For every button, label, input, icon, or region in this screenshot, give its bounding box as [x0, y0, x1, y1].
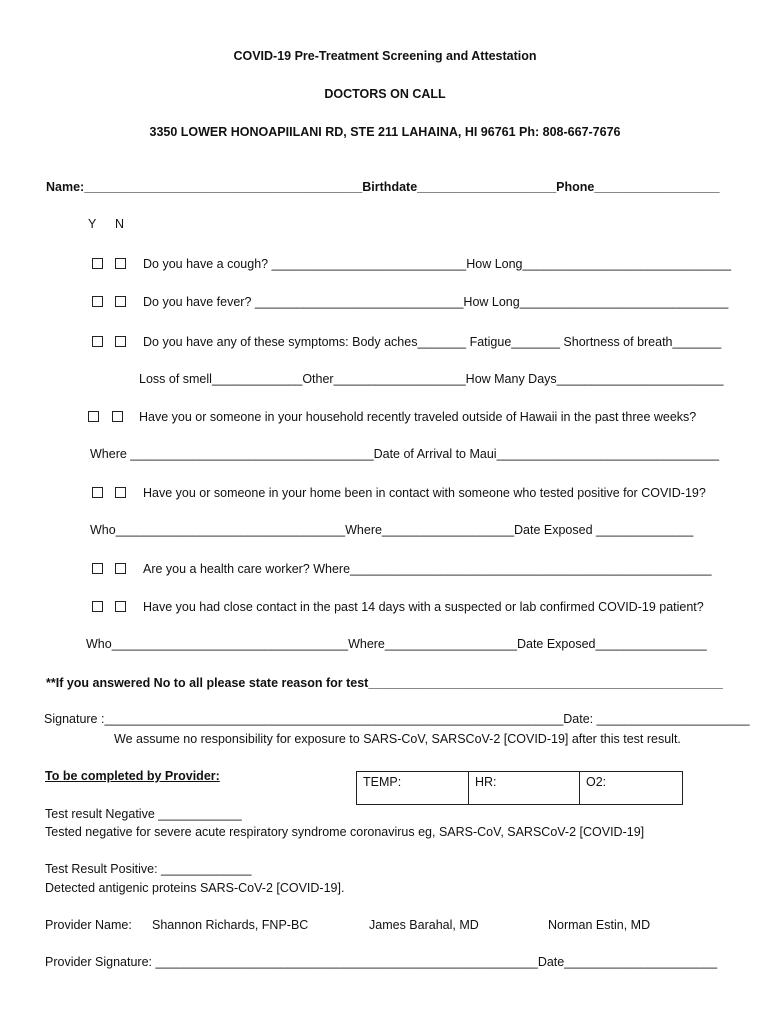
travel-where-line[interactable]: Where ___________________________________Date of Arrival to Maui________________________________: [90, 447, 720, 461]
reason-for-test-line[interactable]: **If you answered No to all please state reason for test___________________________________________________: [46, 676, 723, 690]
close-contact-yes-checkbox[interactable]: [92, 601, 103, 612]
fever-yes-checkbox[interactable]: [92, 296, 103, 307]
close-contact-who-line[interactable]: Who__________________________________Where___________________Date Exposed________________: [86, 637, 707, 651]
positive-result-description: Detected antigenic proteins SARS-CoV-2 [COVID-19].: [45, 881, 345, 895]
close-contact-no-checkbox[interactable]: [115, 601, 126, 612]
negative-result-line[interactable]: Test result Negative ____________: [45, 807, 242, 821]
yes-column-label: Y: [88, 217, 97, 231]
negative-result-description: Tested negative for severe acute respiratory syndrome coronavirus eg, SARS-CoV, SARSCoV-2 [COVID-19]: [45, 825, 645, 839]
symptoms-question: Do you have any of these symptoms: Body aches_______ Fatigue_______ Shortness of breath_______: [143, 335, 722, 349]
provider-name-label: Provider Name:: [45, 918, 132, 932]
positive-result-line[interactable]: Test Result Positive: _____________: [45, 862, 252, 876]
cough-yes-checkbox[interactable]: [92, 258, 103, 269]
symptoms-no-checkbox[interactable]: [115, 336, 126, 347]
organization-name: DOCTORS ON CALL: [324, 87, 446, 101]
no-column-label: N: [115, 217, 125, 231]
provider-section-heading: To be completed by Provider:: [45, 769, 220, 783]
hcw-question: Are you a health care worker? Where____________________________________________________: [143, 562, 712, 576]
close-contact-question: Have you had close contact in the past 14 days with a suspected or lab confirmed COVID-19 patient?: [143, 600, 704, 614]
organization-address: 3350 LOWER HONOAPIILANI RD, STE 211 LAHAINA, HI 96761 Ph: 808-667-7676: [149, 125, 621, 139]
travel-no-checkbox[interactable]: [112, 411, 123, 422]
fever-question: Do you have fever? ______________________________How Long______________________________: [143, 295, 729, 309]
fever-no-checkbox[interactable]: [115, 296, 126, 307]
provider-name-option: Norman Estin, MD: [548, 918, 651, 932]
o2-cell[interactable]: O2:: [580, 772, 683, 805]
symptoms-yes-checkbox[interactable]: [92, 336, 103, 347]
patient-info-line[interactable]: Name:________________________________________Birthdate____________________Phone__________________: [46, 180, 720, 194]
vitals-table: [356, 771, 683, 805]
contact-who-line[interactable]: Who_________________________________Where___________________Date Exposed ______________: [90, 523, 694, 537]
contact-no-checkbox[interactable]: [115, 487, 126, 498]
cough-question: Do you have a cough? ____________________________How Long______________________________: [143, 257, 732, 271]
signature-line[interactable]: Signature :__________________________________________________________________Date: ______________________: [44, 712, 750, 726]
symptoms-question-continued: Loss of smell_____________Other___________________How Many Days________________________: [139, 372, 724, 386]
provider-name-option: Shannon Richards, FNP-BC: [152, 918, 309, 932]
hcw-yes-checkbox[interactable]: [92, 563, 103, 574]
cough-no-checkbox[interactable]: [115, 258, 126, 269]
contact-yes-checkbox[interactable]: [92, 487, 103, 498]
travel-yes-checkbox[interactable]: [88, 411, 99, 422]
hr-cell[interactable]: HR:: [469, 772, 580, 805]
hcw-no-checkbox[interactable]: [115, 563, 126, 574]
provider-signature-line[interactable]: Provider Signature: _______________________________________________________Date______________________: [45, 955, 718, 969]
contact-question: Have you or someone in your home been in contact with someone who tested positive for COVID-19?: [143, 486, 706, 500]
provider-name-option: James Barahal, MD: [369, 918, 479, 932]
disclaimer-text: We assume no responsibility for exposure to SARS-CoV, SARSCoV-2 [COVID-19] after this test result.: [114, 732, 681, 746]
form-title: COVID-19 Pre-Treatment Screening and Attestation: [233, 49, 537, 63]
temp-cell[interactable]: TEMP:: [357, 772, 469, 805]
travel-question: Have you or someone in your household recently traveled outside of Hawaii in the past three weeks?: [139, 410, 697, 424]
